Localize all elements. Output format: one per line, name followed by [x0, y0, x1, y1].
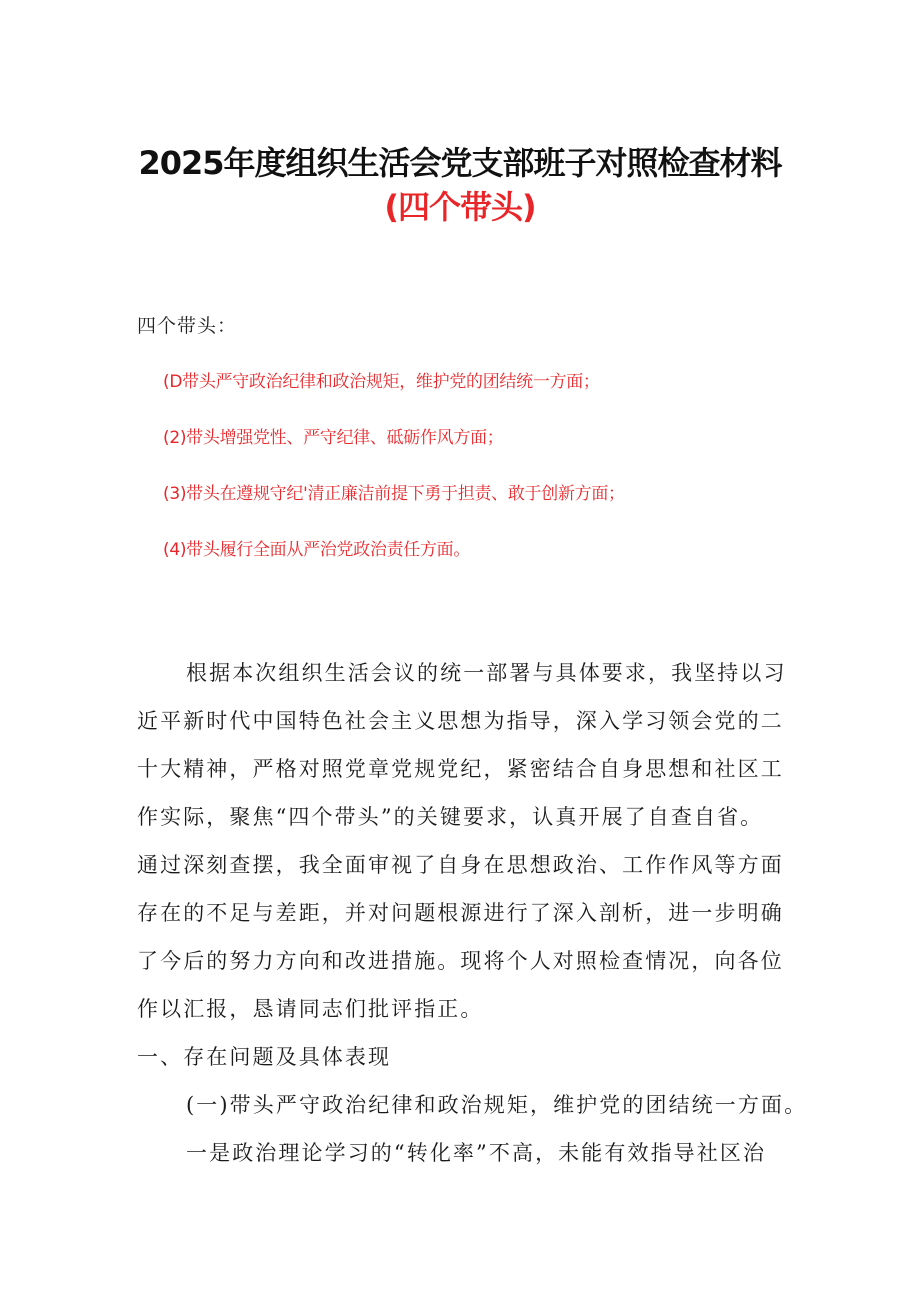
- intro-label: 四个带头：: [137, 315, 238, 337]
- body-line: 存在的不足与差距，并对问题根源进行了深入剖析，进一步明确: [137, 901, 784, 925]
- list-item: (2)带头增强党性、严守纪律、砥砺作风方面；: [163, 428, 504, 448]
- section-heading: 一、存在问题及具体表现: [137, 1045, 392, 1069]
- body-line: 作实际，聚焦“四个带头”的关键要求，认真开展了自查自省。: [137, 805, 764, 829]
- body-line: 近平新时代中国特色社会主义思想为指导，深入学习领会党的二: [137, 709, 784, 733]
- body-line: 作以汇报，恳请同志们批评指正。: [137, 997, 484, 1021]
- document-title: 2025年度组织生活会党支部班子对照检查材料: [138, 144, 782, 182]
- list-item: (3)带头在遵规守纪'清正廉洁前提下勇于担责、敢于创新方面；: [163, 484, 625, 504]
- body-line: 十大精神，严格对照党章党规党纪，紧密结合自身思想和社区工: [137, 757, 784, 781]
- subsection-heading: (一)带头严守政治纪律和政治规矩，维护党的团结统一方面。: [186, 1093, 808, 1117]
- body-line: 通过深刻查摆，我全面审视了自身在思想政治、工作作风等方面: [137, 853, 784, 877]
- body-line: 根据本次组织生活会议的统一部署与具体要求，我坚持以习: [186, 661, 787, 685]
- list-item: (D带头严守政治纪律和政治规矩，维护党的团结统一方面；: [163, 372, 600, 392]
- list-item: (4)带头履行全面从严治党政治责任方面。: [163, 540, 471, 560]
- body-line: 一是政治理论学习的“转化率”不高，未能有效指导社区治: [186, 1141, 767, 1165]
- body-line: 了今后的努力方向和改进措施。现将个人对照检查情况，向各位: [137, 949, 784, 973]
- document-subtitle: (四个带头): [384, 188, 536, 226]
